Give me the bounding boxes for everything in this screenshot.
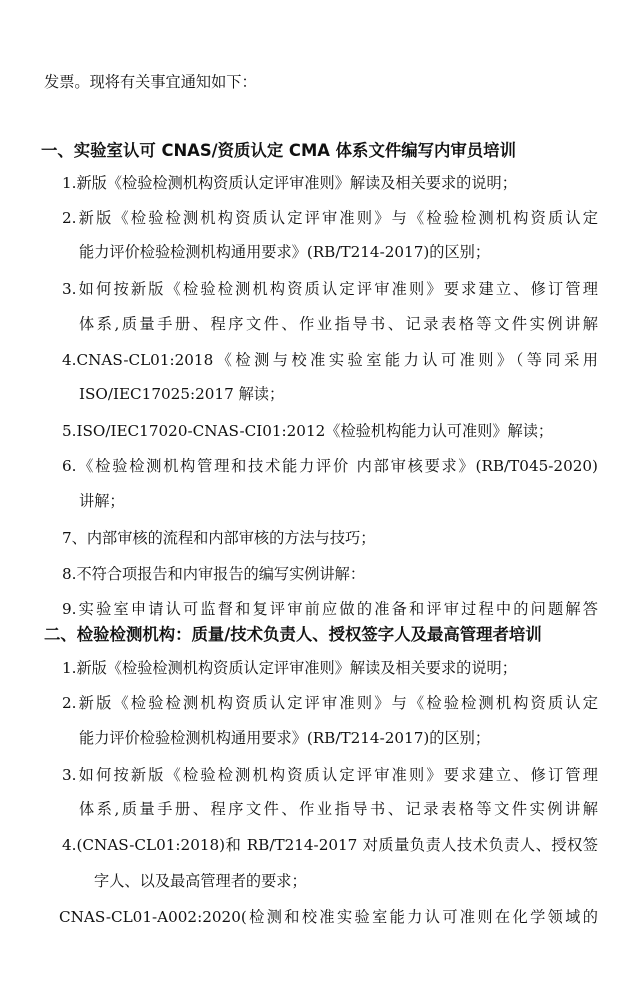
paragraph-line (59, 906, 598, 928)
list-item (62, 764, 598, 786)
text: 8.不符合项报告和内审报告的编写实例讲解： (62, 565, 366, 583)
list-item-continuation (79, 490, 640, 512)
text: 发票。现将有关事宜通知如下： (44, 73, 257, 91)
text: 5.ISO/IEC17020-CNAS-CI01:2012《检验机构能力认可准则》解读； (62, 422, 554, 440)
list-item (62, 207, 598, 229)
list-item-continuation (79, 383, 640, 405)
list-item (62, 172, 640, 194)
text: 一、实验室认可 CNAS/资质认定 CMA 体系文件编写内审员培训 (41, 141, 516, 160)
list-item (62, 349, 598, 371)
text: 9.实验室申请认可监督和复评审前应做的准备和评审过程中的问题解答 (62, 600, 598, 618)
section-heading-2 (44, 624, 640, 646)
text: 1.新版《检验检测机构资质认定评审准则》解读及相关要求的说明； (62, 174, 517, 192)
intro-line (44, 71, 640, 93)
list-item-continuation (79, 241, 640, 263)
text: 讲解； (79, 492, 125, 510)
text: 6.《检验检测机构管理和技术能力评价 内部审核要求》(RB/T045-2020) (62, 457, 598, 475)
list-item-continuation (79, 798, 598, 820)
text: 3.如何按新版《检验检测机构资质认定评审准则》要求建立、修订管理 (62, 280, 598, 298)
text: 4.(CNAS-CL01:2018)和 RB/T214-2017 对质量负责人技术负责人、授权签 (62, 836, 598, 854)
text: 能力评价检验检测机构通用要求》(RB/T214-2017)的区别； (79, 729, 491, 747)
list-item-continuation (79, 313, 598, 335)
text: 7、内部审核的流程和内部审核的方法与技巧； (62, 529, 376, 547)
list-item (62, 527, 640, 549)
text: 3.如何按新版《检验检测机构资质认定评审准则》要求建立、修订管理 (62, 766, 598, 784)
list-item-continuation (79, 727, 640, 749)
text: 二、检验检测机构：质量/技术负责人、授权签字人及最高管理者培训 (44, 625, 542, 644)
text: 能力评价检验检测机构通用要求》(RB/T214-2017)的区别； (79, 243, 491, 261)
text: 2.新版《检验检测机构资质认定评审准则》与《检验检测机构资质认定 (62, 209, 598, 227)
text: 字人、以及最高管理者的要求； (94, 872, 307, 890)
section-heading-1 (41, 140, 640, 162)
list-item (62, 692, 598, 714)
list-item (62, 657, 640, 679)
text: 2.新版《检验检测机构资质认定评审准则》与《检验检测机构资质认定 (62, 694, 598, 712)
text: 4.CNAS-CL01:2018《检测与校准实验室能力认可准则》（等同采用 (62, 351, 598, 369)
text: 1.新版《检验检测机构资质认定评审准则》解读及相关要求的说明； (62, 659, 517, 677)
list-item (62, 834, 598, 856)
text: ISO/IEC17025:2017 解读； (79, 385, 285, 403)
list-item (62, 455, 598, 477)
text: CNAS-CL01-A002:2020(检测和校准实验室能力认可准则在化学领域的 (59, 908, 598, 926)
list-item-continuation (94, 870, 640, 892)
list-item (62, 278, 598, 300)
list-item (62, 420, 640, 442)
list-item (62, 598, 598, 620)
text: 体系,质量手册、程序文件、作业指导书、记录表格等文件实例讲解 (79, 800, 598, 818)
list-item (62, 563, 640, 585)
text: 体系,质量手册、程序文件、作业指导书、记录表格等文件实例讲解 (79, 315, 598, 333)
